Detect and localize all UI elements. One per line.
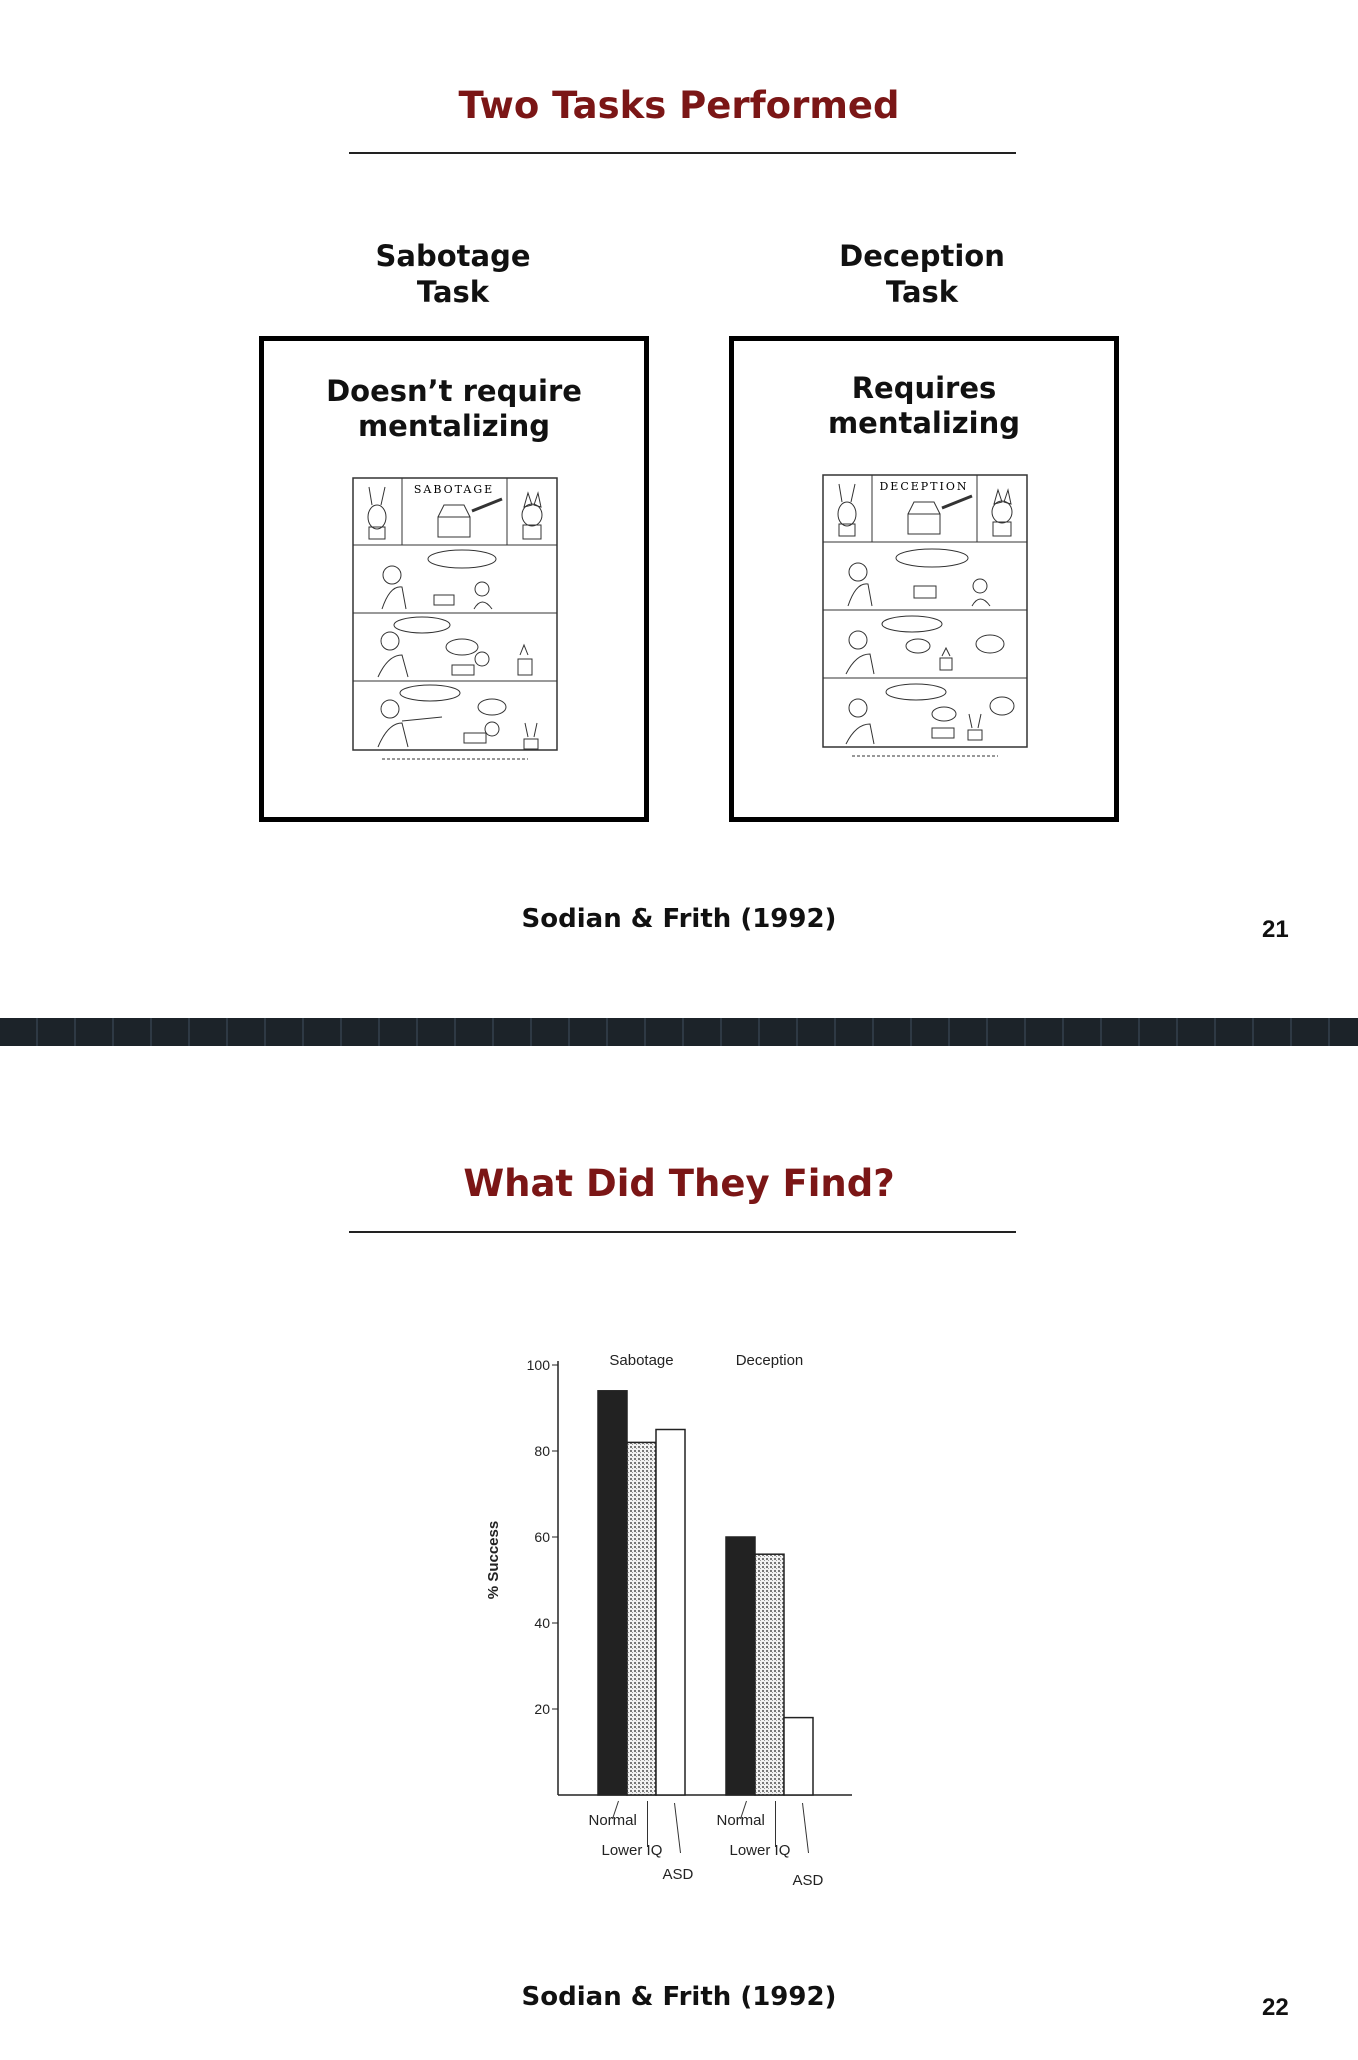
box-label-line: mentalizing [357,409,551,443]
page-number: 21 [1262,916,1289,943]
slide-title: What Did They Find? [463,1162,895,1205]
box-label-line: mentalizing [827,406,1021,440]
category-label: Sabotage [609,1352,674,1369]
sabotage-box-label [264,374,644,444]
bar [755,1554,784,1795]
deception-comic-illustration [822,474,1028,764]
page-number: 22 [1262,1994,1289,2021]
slide-separator [0,1018,1358,1046]
comic-title: SABOTAGE [413,483,495,496]
success-bar-chart [470,1270,890,1900]
category-label: Deception [735,1352,804,1369]
y-tick-label: 100 [526,1357,550,1373]
y-tick-label: 20 [534,1701,550,1717]
heading-line: Sabotage [375,239,531,273]
y-axis-label: % Success [485,1520,502,1600]
title-divider [349,1231,1016,1233]
title-divider [349,152,1016,154]
y-tick-label: 60 [534,1529,550,1545]
comic-title: DECEPTION [879,480,969,493]
box-label-line: Requires [851,371,997,405]
deception-task-heading [772,238,1072,310]
bar-label: ASD [792,1872,824,1889]
bar [598,1391,627,1795]
sabotage-comic-illustration [352,477,558,767]
bar-label: Normal [716,1812,765,1829]
heading-line: Task [416,275,490,309]
slide-title: Two Tasks Performed [458,84,900,127]
y-tick-label: 80 [534,1443,550,1459]
citation: Sodian & Frith (1992) [521,1982,837,2012]
sabotage-task-box [259,336,649,822]
sabotage-task-heading [303,238,603,310]
slide-21 [0,0,1358,1018]
bar-label: Normal [588,1812,637,1829]
bar-label: ASD [662,1866,694,1883]
leader-line [803,1803,809,1853]
bar [784,1718,813,1795]
box-label-line: Doesn’t require [326,374,582,408]
bar-label: Lower IQ [729,1842,791,1859]
heading-line: Deception [839,239,1005,273]
deception-task-box [729,336,1119,822]
leader-line [675,1803,681,1853]
bar [726,1537,755,1795]
y-tick-label: 40 [534,1615,550,1631]
bar-label: Lower IQ [601,1842,663,1859]
citation: Sodian & Frith (1992) [521,904,837,934]
bar [656,1430,685,1796]
bar [627,1442,656,1795]
heading-line: Task [885,275,959,309]
deception-box-label [734,371,1114,441]
